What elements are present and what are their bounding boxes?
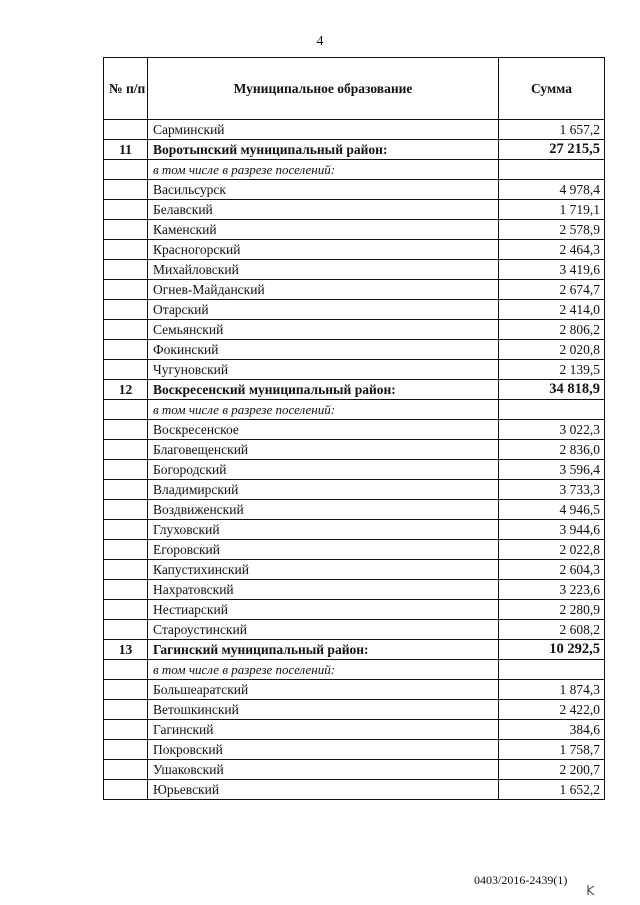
municipality-name: Юрьевский: [148, 780, 499, 800]
sum-value: 3 223,6: [499, 580, 605, 600]
sum-value: 1 652,2: [499, 780, 605, 800]
settlement-row: [104, 520, 605, 540]
municipality-name: Воротынский муниципальный район:: [148, 140, 499, 160]
row-number: 13: [104, 640, 148, 660]
settlement-row: [104, 180, 605, 200]
row-number: [104, 620, 148, 640]
row-number: [104, 520, 148, 540]
scan-mark-icon: [586, 884, 596, 896]
settlement-row: [104, 440, 605, 460]
sum-value: 1 758,7: [499, 740, 605, 760]
document-code: 0403/2016-2439(1): [474, 873, 568, 887]
municipality-name: Фокинский: [148, 340, 499, 360]
municipality-name: в том числе в разрезе поселений:: [148, 160, 499, 180]
settlement-row: [104, 680, 605, 700]
municipality-name: Нестиарский: [148, 600, 499, 620]
settlement-row: [104, 460, 605, 480]
settlement-row: [104, 620, 605, 640]
sum-value: 27 215,5: [499, 140, 605, 160]
sum-value: 3 022,3: [499, 420, 605, 440]
municipality-name: Красногорский: [148, 240, 499, 260]
row-number: 11: [104, 140, 148, 160]
settlement-row: [104, 700, 605, 720]
municipality-name: Белавский: [148, 200, 499, 220]
settlement-row: [104, 480, 605, 500]
municipality-name: Воскресенский муниципальный район:: [148, 380, 499, 400]
settlement-row: [104, 560, 605, 580]
header-sum: Сумма: [499, 58, 605, 120]
sum-value: 2 422,0: [499, 700, 605, 720]
settlement-row: [104, 720, 605, 740]
row-number: [104, 280, 148, 300]
sum-value: [499, 400, 605, 420]
municipality-name: Гагинский: [148, 720, 499, 740]
municipality-name: Владимирский: [148, 480, 499, 500]
row-number: [104, 120, 148, 140]
row-number: [104, 340, 148, 360]
row-number: [104, 700, 148, 720]
sum-value: 2 020,8: [499, 340, 605, 360]
row-number: [104, 760, 148, 780]
settlement-row: [104, 780, 605, 800]
sum-value: 3 596,4: [499, 460, 605, 480]
header-number: № п/п: [104, 58, 148, 120]
sum-value: 2 414,0: [499, 300, 605, 320]
sum-value: 4 946,5: [499, 500, 605, 520]
table-body: [104, 120, 605, 800]
municipality-name: Сарминский: [148, 120, 499, 140]
municipality-name: в том числе в разрезе поселений:: [148, 660, 499, 680]
sum-value: 1 719,1: [499, 200, 605, 220]
row-number: [104, 780, 148, 800]
district-row: [104, 640, 605, 660]
settlement-row: [104, 740, 605, 760]
sum-value: 3 419,6: [499, 260, 605, 280]
municipality-name: Нахратовский: [148, 580, 499, 600]
sum-value: 34 818,9: [499, 380, 605, 400]
row-number: [104, 480, 148, 500]
page-number: 4: [316, 34, 324, 49]
settlement-row: [104, 540, 605, 560]
municipality-name: Покровский: [148, 740, 499, 760]
sum-value: 10 292,5: [499, 640, 605, 660]
municipality-name: Каменский: [148, 220, 499, 240]
row-number: [104, 300, 148, 320]
municipality-name: Васильсурск: [148, 180, 499, 200]
row-number: [104, 580, 148, 600]
settlement-row: [104, 260, 605, 280]
sum-value: 2 836,0: [499, 440, 605, 460]
sum-value: 2 200,7: [499, 760, 605, 780]
row-number: [104, 660, 148, 680]
subheader-row: [104, 400, 605, 420]
settlement-row: [104, 420, 605, 440]
sum-value: 3 733,3: [499, 480, 605, 500]
row-number: [104, 260, 148, 280]
municipality-name: Глуховский: [148, 520, 499, 540]
municipality-name: Отарский: [148, 300, 499, 320]
row-number: 12: [104, 380, 148, 400]
district-row: [104, 140, 605, 160]
row-number: [104, 720, 148, 740]
row-number: [104, 500, 148, 520]
municipality-name: Чугуновский: [148, 360, 499, 380]
municipality-name: Воскресенское: [148, 420, 499, 440]
sum-value: 2 578,9: [499, 220, 605, 240]
municipality-name: Огнев-Майданский: [148, 280, 499, 300]
sum-value: 2 464,3: [499, 240, 605, 260]
sum-value: 2 608,2: [499, 620, 605, 640]
row-number: [104, 560, 148, 580]
settlement-row: [104, 760, 605, 780]
header-municipality: Муниципальное образование: [148, 58, 499, 120]
sum-value: [499, 660, 605, 680]
municipality-name: Капустихинский: [148, 560, 499, 580]
municipality-name: Воздвиженский: [148, 500, 499, 520]
sum-value: 2 674,7: [499, 280, 605, 300]
row-number: [104, 740, 148, 760]
sum-value: 384,6: [499, 720, 605, 740]
sum-value: 2 022,8: [499, 540, 605, 560]
sum-value: 4 978,4: [499, 180, 605, 200]
sum-value: 2 280,9: [499, 600, 605, 620]
sum-value: 2 604,3: [499, 560, 605, 580]
sum-value: 2 139,5: [499, 360, 605, 380]
row-number: [104, 220, 148, 240]
municipality-name: Егоровский: [148, 540, 499, 560]
row-number: [104, 160, 148, 180]
settlement-row: [104, 120, 605, 140]
sum-value: [499, 160, 605, 180]
municipality-name: Семьянский: [148, 320, 499, 340]
row-number: [104, 360, 148, 380]
settlement-row: [104, 240, 605, 260]
row-number: [104, 440, 148, 460]
municipality-name: Благовещенский: [148, 440, 499, 460]
municipality-name: Ветошкинский: [148, 700, 499, 720]
municipality-name: в том числе в разрезе поселений:: [148, 400, 499, 420]
municipality-name: Староустинский: [148, 620, 499, 640]
row-number: [104, 400, 148, 420]
row-number: [104, 540, 148, 560]
sum-value: 2 806,2: [499, 320, 605, 340]
row-number: [104, 680, 148, 700]
settlement-row: [104, 300, 605, 320]
subheader-row: [104, 660, 605, 680]
budget-table: [103, 57, 605, 800]
sum-value: 1 874,3: [499, 680, 605, 700]
settlement-row: [104, 280, 605, 300]
row-number: [104, 420, 148, 440]
settlement-row: [104, 340, 605, 360]
sum-value: 1 657,2: [499, 120, 605, 140]
row-number: [104, 460, 148, 480]
settlement-row: [104, 320, 605, 340]
subheader-row: [104, 160, 605, 180]
district-row: [104, 380, 605, 400]
row-number: [104, 240, 148, 260]
settlement-row: [104, 200, 605, 220]
municipality-name: Большеаратский: [148, 680, 499, 700]
municipality-name: Богородский: [148, 460, 499, 480]
settlement-row: [104, 580, 605, 600]
row-number: [104, 180, 148, 200]
settlement-row: [104, 360, 605, 380]
row-number: [104, 600, 148, 620]
row-number: [104, 320, 148, 340]
table-header-row: [104, 58, 605, 120]
row-number: [104, 200, 148, 220]
settlement-row: [104, 220, 605, 240]
municipality-name: Гагинский муниципальный район:: [148, 640, 499, 660]
settlement-row: [104, 500, 605, 520]
municipality-name: Ушаковский: [148, 760, 499, 780]
sum-value: 3 944,6: [499, 520, 605, 540]
settlement-row: [104, 600, 605, 620]
municipality-name: Михайловский: [148, 260, 499, 280]
